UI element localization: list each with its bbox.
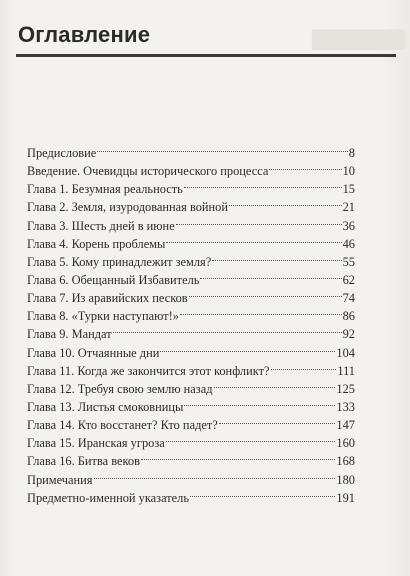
toc-entry-title: Глава 9. Мандат bbox=[27, 327, 112, 342]
dot-leader bbox=[189, 296, 342, 299]
toc-entry-page: 111 bbox=[337, 363, 355, 378]
toc-entry bbox=[27, 217, 355, 235]
toc-entry-page: 46 bbox=[342, 236, 355, 251]
dot-leader bbox=[184, 405, 335, 408]
dot-leader bbox=[160, 351, 335, 354]
toc-entry-page: 104 bbox=[336, 345, 355, 360]
toc-entry-page: 36 bbox=[342, 218, 355, 233]
bleed-through-text: ▇▇▇▇▇▇ bbox=[311, 28, 404, 50]
toc-entry-page: 86 bbox=[342, 309, 355, 324]
toc-entry-page: 147 bbox=[336, 418, 355, 433]
toc-entry-page: 15 bbox=[342, 182, 355, 197]
toc-entry-page: 62 bbox=[342, 272, 355, 287]
toc-entry-page: 168 bbox=[336, 454, 355, 469]
dot-leader bbox=[141, 459, 335, 462]
toc-entry-page: 8 bbox=[348, 146, 355, 160]
toc-entry bbox=[27, 307, 355, 325]
toc-entry bbox=[27, 253, 355, 271]
toc-entry bbox=[27, 235, 355, 253]
toc-entry-title: Глава 10. Отчаянные дни bbox=[27, 345, 160, 360]
toc-entry-page: 21 bbox=[342, 200, 355, 215]
toc-entry bbox=[27, 416, 355, 434]
toc-entry-title: Предисловие bbox=[27, 146, 97, 160]
dot-leader bbox=[214, 387, 336, 390]
toc-entry bbox=[27, 380, 355, 398]
toc-entry-page: 191 bbox=[336, 490, 355, 505]
toc-entry bbox=[27, 289, 355, 307]
toc-entry-page: 74 bbox=[342, 291, 355, 306]
toc-entry-page: 10 bbox=[342, 164, 355, 179]
dot-leader bbox=[212, 260, 341, 263]
toc-entry bbox=[27, 434, 355, 452]
dot-leader bbox=[97, 151, 348, 154]
dot-leader bbox=[180, 314, 342, 317]
dot-leader bbox=[190, 496, 335, 499]
dot-leader bbox=[229, 205, 342, 208]
title-underline bbox=[16, 54, 396, 57]
dot-leader bbox=[219, 423, 336, 426]
toc-entry bbox=[27, 489, 355, 507]
toc-entry bbox=[27, 325, 355, 343]
toc-entry-title: Глава 2. Земля, изуродованная войной bbox=[27, 200, 229, 215]
dot-leader bbox=[113, 332, 342, 335]
toc-entry bbox=[27, 271, 355, 289]
page-title: Оглавление bbox=[18, 22, 151, 47]
toc-entry-page: 55 bbox=[342, 254, 355, 269]
toc-entry-title: Глава 1. Безумная реальность bbox=[27, 182, 183, 197]
toc-entry-title: Глава 7. Из аравийских песков bbox=[27, 291, 188, 306]
toc-entry-page: 92 bbox=[342, 327, 355, 342]
toc-entry-title: Глава 3. Шесть дней в июне bbox=[27, 218, 175, 233]
dot-leader bbox=[271, 369, 337, 372]
toc-entry bbox=[27, 180, 355, 198]
dot-leader bbox=[184, 187, 342, 190]
toc-entry-title: Глава 16. Битва веков bbox=[27, 454, 140, 469]
toc-entry-title: Глава 6. Обещанный Избавитель bbox=[27, 272, 200, 287]
toc-entry-page: 180 bbox=[336, 472, 355, 487]
toc-entry-title: Глава 15. Иранская угроза bbox=[27, 436, 165, 451]
toc-entry-title: Глава 5. Кому принадлежит земля? bbox=[27, 254, 212, 269]
toc-entry-title: Примечания bbox=[27, 472, 93, 487]
toc-entry bbox=[27, 198, 355, 216]
toc-entry bbox=[27, 452, 355, 470]
toc-entry bbox=[27, 398, 355, 416]
toc-entry-title: Глава 12. Требуя свою землю назад bbox=[27, 381, 213, 396]
toc-entry bbox=[27, 471, 355, 489]
toc-entry-page: 160 bbox=[336, 436, 355, 451]
dot-leader bbox=[166, 441, 336, 444]
dot-leader bbox=[166, 242, 341, 245]
dot-leader bbox=[200, 278, 341, 281]
toc-entry-title: Введение. Очевидцы исторического процесса bbox=[27, 164, 269, 179]
dot-leader bbox=[269, 169, 341, 172]
toc-entry-title: Глава 11. Когда же закончится этот конфликт? bbox=[27, 363, 270, 378]
dot-leader bbox=[94, 478, 336, 481]
toc-entry bbox=[27, 362, 355, 380]
toc-entry-page: 125 bbox=[336, 381, 355, 396]
toc-entry-title: Глава 14. Кто восстанет? Кто падет? bbox=[27, 418, 218, 433]
toc-entry-title: Глава 8. «Турки наступают!» bbox=[27, 309, 179, 324]
toc-entry bbox=[27, 344, 355, 362]
toc-entry-title: Глава 13. Листья смоковницы bbox=[27, 399, 184, 414]
toc-entry bbox=[27, 162, 355, 180]
dot-leader bbox=[176, 224, 342, 227]
toc-entry-title: Предметно-именной указатель bbox=[27, 490, 189, 505]
toc-entry-title: Глава 4. Корень проблемы bbox=[27, 236, 166, 251]
toc-entry-page: 133 bbox=[336, 399, 355, 414]
toc-entry bbox=[27, 144, 355, 162]
table-of-contents bbox=[27, 144, 355, 507]
